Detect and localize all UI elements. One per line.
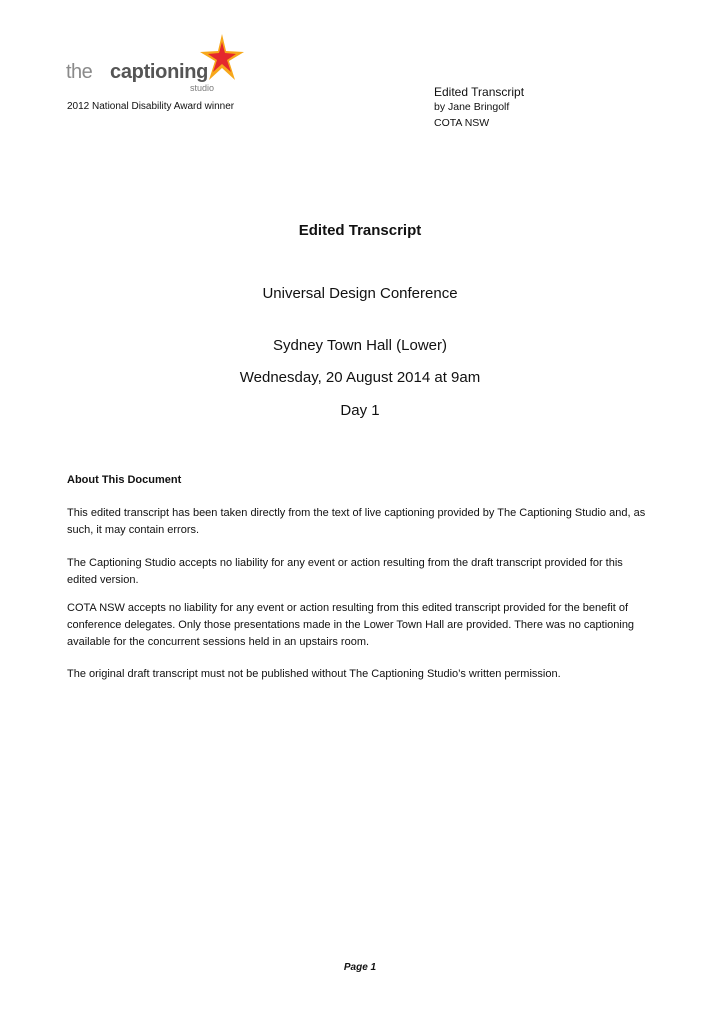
logo-text-captioning: captioning: [110, 61, 209, 83]
captioning-studio-logo: [66, 34, 246, 104]
about-paragraph-1: This edited transcript has been taken directly from the text of live captioning provided by The Captioning Studio and, as such, it may contain errors.: [67, 507, 646, 536]
award-caption: 2012 National Disability Award winner: [67, 101, 235, 112]
about-paragraph-4: The original draft transcript must not be published without The Captioning Studio’s written permission.: [67, 668, 561, 680]
logo-text-studio: studio: [190, 83, 215, 93]
star-icon: [200, 34, 244, 80]
about-heading: About This Document: [67, 474, 182, 486]
about-paragraph-2: The Captioning Studio accepts no liability for any event or action resulting from the draft transcript provided for this edited version.: [67, 557, 623, 586]
venue: Sydney Town Hall (Lower): [273, 337, 447, 354]
header-org: COTA NSW: [434, 117, 490, 129]
document-title: Edited Transcript: [298, 222, 422, 239]
header-author: by Jane Bringolf: [434, 101, 510, 113]
conference-name: Universal Design Conference: [262, 285, 458, 302]
event-day: Day 1: [340, 402, 380, 419]
about-paragraph-3: COTA NSW accepts no liability for any event or action resulting from this edited transcript provided for the benefit of conference delegates. Only those presentations made in the Lower Town Hall are provided. There was no captioning available for the concurrent sessions held in an upstairs room.: [67, 602, 635, 648]
header-doc-type: Edited Transcript: [434, 85, 525, 99]
page-number: Page 1: [343, 962, 377, 973]
event-date: Wednesday, 20 August 2014 at 9am: [239, 369, 481, 386]
logo-text-the: the: [66, 61, 93, 83]
